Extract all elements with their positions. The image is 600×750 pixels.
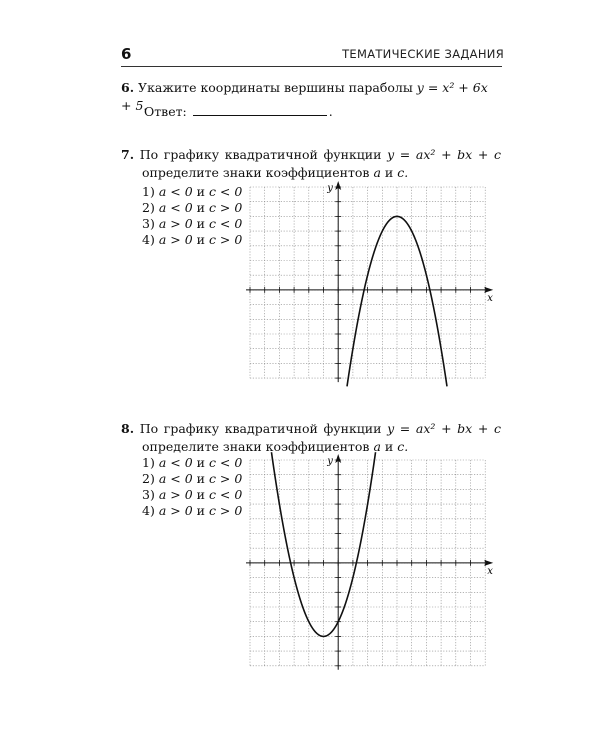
task-text: По графику квадратичной функции (139, 421, 382, 436)
options-task-7 (142, 184, 242, 248)
graph-task-7 (244, 183, 493, 395)
option-1[interactable]: 1) a < 0 и c < 0 (142, 455, 243, 470)
graph-task-8 (244, 456, 493, 668)
answer-label: Ответ: (144, 104, 187, 119)
answer-field[interactable] (193, 102, 327, 116)
task-line-2 (121, 438, 501, 456)
task-line-2 (121, 164, 501, 182)
coef-c: c. (397, 165, 409, 180)
task-number: 6. (121, 80, 135, 95)
option-4[interactable]: 4) a > 0 и c > 0 (142, 503, 243, 518)
conjunction: и (384, 439, 394, 454)
task-text: По графику квадратичной функции (139, 147, 382, 162)
answer-row: Ответ: . (144, 104, 333, 119)
task-text: определите знаки коэффициентов (142, 165, 370, 180)
option-3[interactable]: 3) a > 0 и c < 0 (142, 487, 243, 502)
task-line-1 (121, 146, 501, 164)
option-2[interactable]: 2) a < 0 и c > 0 (142, 471, 243, 486)
coef-a: a (373, 165, 381, 180)
coef-a: a (373, 439, 381, 454)
grid (250, 187, 485, 378)
options-task-8 (142, 455, 242, 519)
task-number: 8. (121, 421, 135, 436)
conjunction: и (384, 165, 394, 180)
coef-c: c. (397, 439, 409, 454)
formula: y = ax² + bx + c (387, 421, 501, 436)
option-4[interactable]: 4) a > 0 и c > 0 (142, 232, 243, 247)
running-head: ТЕМАТИЧЕСКИЕ ЗАДАНИЯ (342, 47, 504, 61)
formula: y = ax² + bx + c (387, 147, 501, 162)
task-number: 7. (121, 147, 135, 162)
x-axis-label: x (487, 565, 493, 577)
y-axis-label: y (327, 456, 333, 467)
task-8 (121, 420, 501, 456)
formula: y = x² + 6x + 5. (121, 80, 488, 113)
option-3[interactable]: 3) a > 0 и c < 0 (142, 216, 243, 231)
task-text: Укажите координаты вершины параболы (138, 80, 413, 95)
y-axis-label: y (327, 183, 333, 194)
task-line-1 (121, 420, 501, 438)
option-2[interactable]: 2) a < 0 и c > 0 (142, 200, 243, 215)
header-rule (121, 66, 502, 67)
option-1[interactable]: 1) a < 0 и c < 0 (142, 184, 243, 199)
task-text: определите знаки коэффициентов (142, 439, 370, 454)
x-axis-label: x (487, 292, 493, 304)
page-number: 6 (121, 45, 132, 63)
task-7 (121, 146, 501, 182)
